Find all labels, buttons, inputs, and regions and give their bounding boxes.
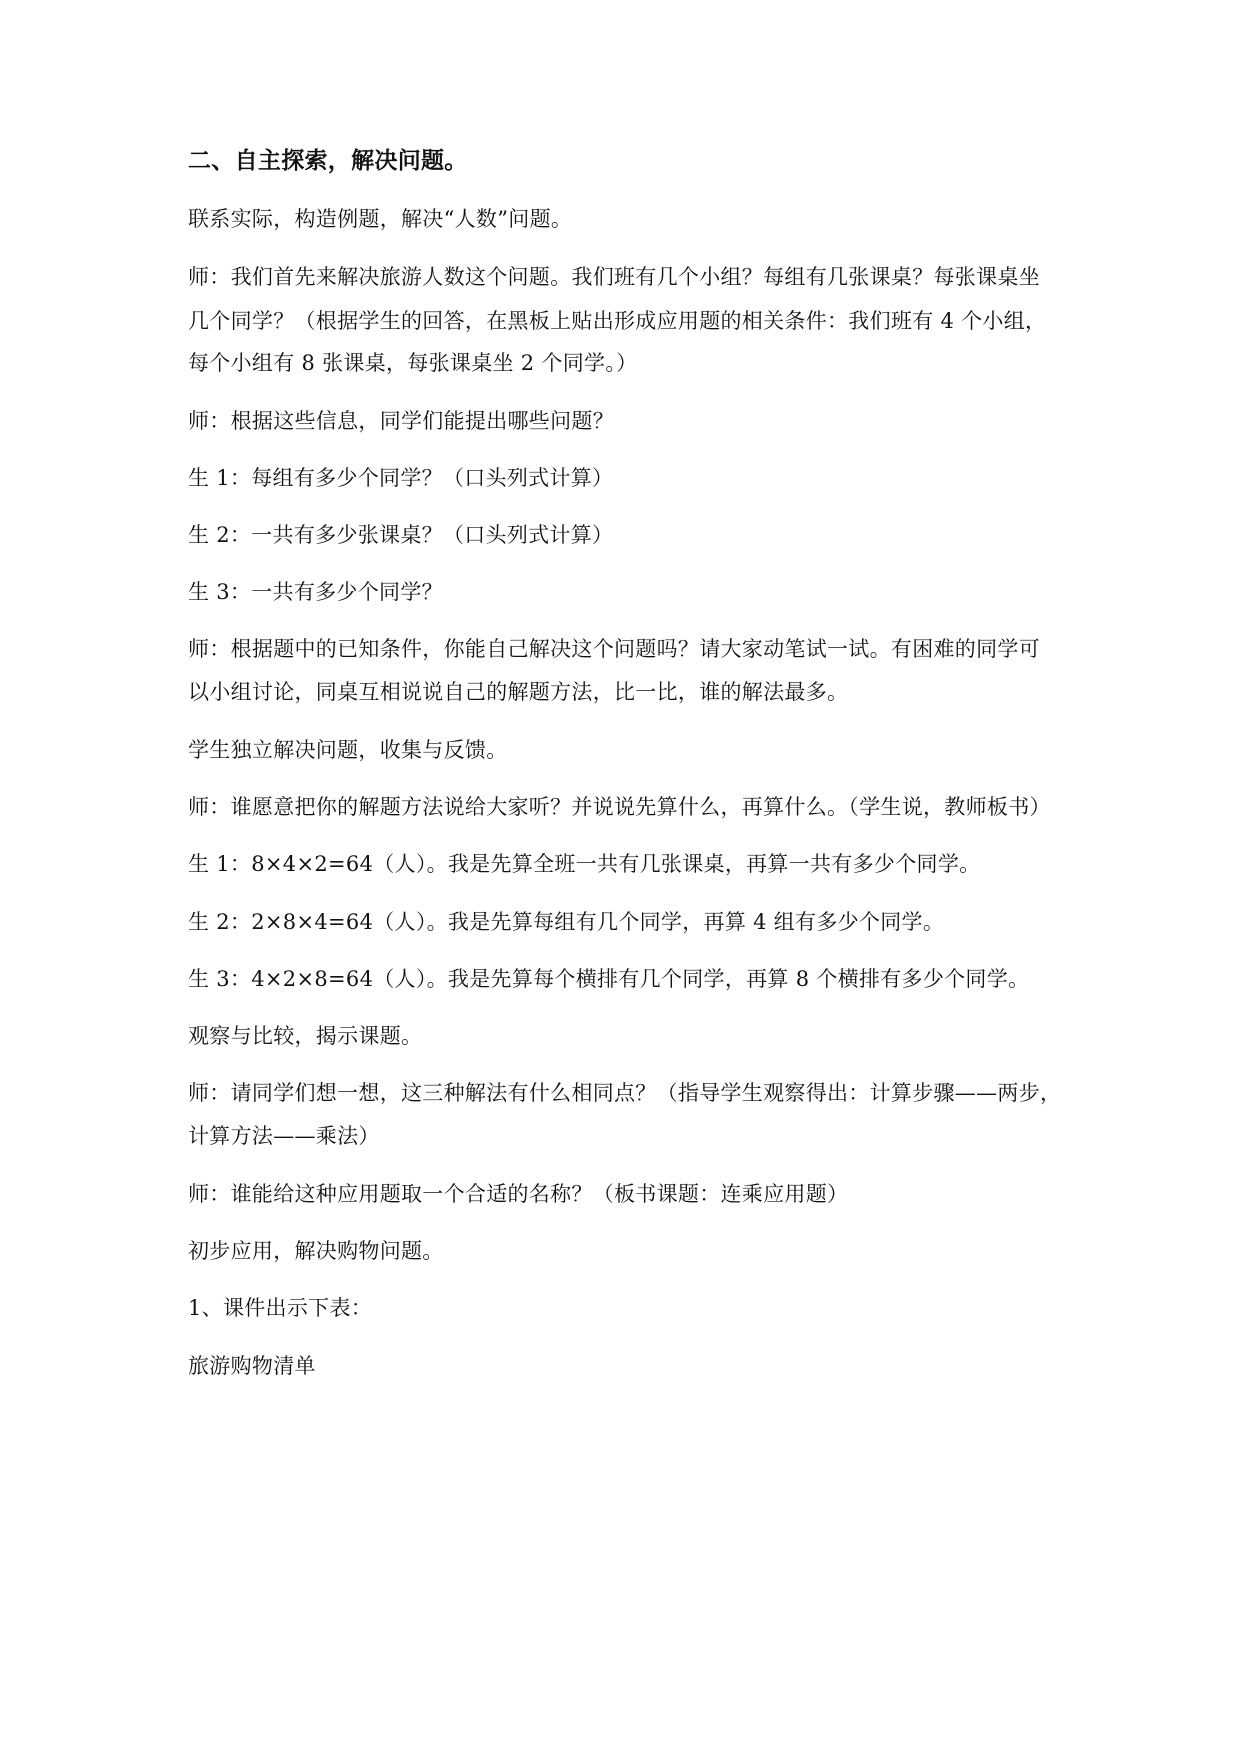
paragraph-line: 学生独立解决问题，收集与反馈。	[188, 738, 508, 762]
paragraph-line: 旅游购物清单	[188, 1354, 316, 1378]
paragraph-line: 每个小组有 8 张课桌，每张课桌坐 2 个同学。）	[188, 351, 638, 375]
paragraph-line: 生 3：4×2×8=64（人）。我是先算每个横排有几个同学，再算 8 个横排有多少个同学。	[188, 967, 1030, 991]
paragraph-line: 师：请同学们想一想，这三种解法有什么相同点？（指导学生观察得出：计算步骤——两步，	[188, 1081, 1062, 1105]
paragraph-line: 计算方法——乘法）	[188, 1124, 380, 1148]
paragraph-line: 师：根据这些信息，同学们能提出哪些问题？	[188, 409, 614, 433]
paragraph-line: 师：谁愿意把你的解题方法说给大家听？并说说先算什么，再算什么。（学生说，教师板书）	[188, 795, 1051, 819]
paragraph-line: 生 2：2×8×4=64（人）。我是先算每组有几个同学，再算 4 组有多少个同学。	[188, 910, 945, 934]
paragraph-line: 师：我们首先来解决旅游人数这个问题。我们班有几个小组？每组有几张课桌？每张课桌坐	[188, 265, 1040, 289]
section-heading: 二、自主探索，解决问题。	[188, 147, 468, 174]
paragraph-line: 初步应用，解决购物问题。	[188, 1239, 444, 1263]
paragraph-line: 师：谁能给这种应用题取一个合适的名称？（板书课题：连乘应用题）	[188, 1182, 849, 1206]
paragraph-line: 生 2：一共有多少张课桌？（口头列式计算）	[188, 523, 614, 547]
paragraph-line: 联系实际，构造例题，解决“人数”问题。	[188, 207, 573, 231]
paragraph-line: 生 1：8×4×2=64（人）。我是先算全班一共有几张课桌，再算一共有多少个同学。	[188, 852, 981, 876]
paragraph-line: 生 1：每组有多少个同学？（口头列式计算）	[188, 466, 614, 490]
paragraph-line: 1、课件出示下表：	[188, 1296, 373, 1320]
paragraph-line: 观察与比较，揭示课题。	[188, 1024, 423, 1048]
paragraph-line: 师：根据题中的已知条件，你能自己解决这个问题吗？请大家动笔试一试。有困难的同学可	[188, 637, 1040, 661]
paragraph-line: 生 3：一共有多少个同学？	[188, 580, 443, 604]
paragraph-line: 几个同学？（根据学生的回答，在黑板上贴出形成应用题的相关条件：我们班有 4 个小组，	[188, 309, 1047, 333]
paragraph-line: 以小组讨论，同桌互相说说自己的解题方法，比一比，谁的解法最多。	[188, 680, 849, 704]
